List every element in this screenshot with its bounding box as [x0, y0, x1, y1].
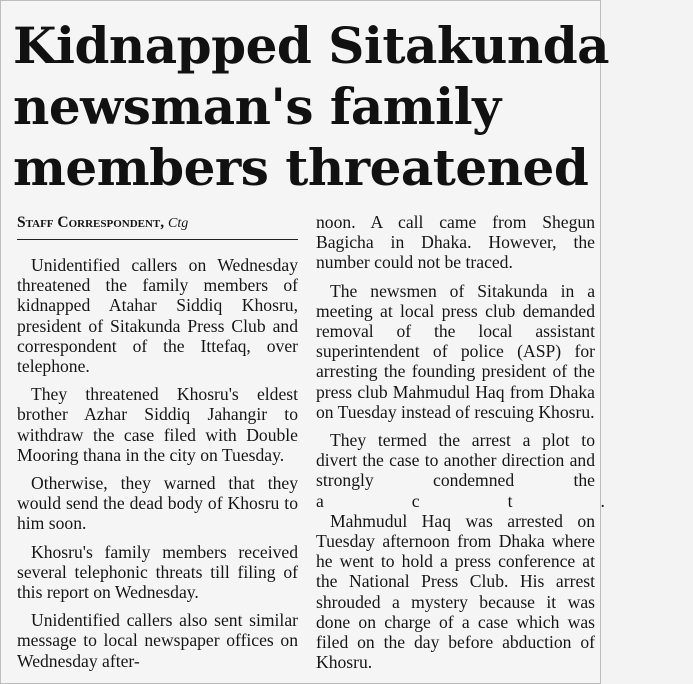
paragraph: They threatened Khosru's eldest brother Azhar Siddiq Jahangir to withdraw the case filed with Double Mooring thana in the city on Tuesday.	[17, 384, 298, 465]
paragraph-tail	[316, 490, 693, 511]
article-column-left	[17, 213, 298, 671]
paragraph: noon. A call came from Shegun Bagicha in Dhaka. However, the number could not be traced.	[316, 212, 595, 273]
paragraph: Mahmudul Haq was arrested on Tuesday afternoon from Dhaka where he went to hold a press conference at the National Press Club. His arrest shrouded a mystery because it was done on charge of a case which was filed on the day before abduction of Khosru.	[316, 510, 595, 673]
paragraph: The newsmen of Sitakunda in a meeting at local press club demanded removal of the local assistant superintendent of police (ASP) for arresting the founding president of the press club Mahmudul Haq from Dhaka on Tuesday instead of rescuing Khosru.	[316, 280, 595, 422]
article-column-right	[316, 212, 693, 673]
paragraph: They termed the arrest a plot to divert the case to another direction and strongly condemned the	[316, 430, 595, 491]
paragraph: Khosru's family members received several telephonic threats till filing of this report on Wednesday.	[17, 541, 298, 603]
paragraph: Otherwise, they warned that they would send the dead body of Khosru to him soon.	[17, 473, 298, 534]
paragraph: Unidentified callers on Wednesday threatened the family members of kidnapped Atahar Siddiq Khosru, president of Sitakunda Press Club and correspondent of the Ittefaq, over telephone.	[17, 255, 298, 377]
paragraph: Unidentified callers also sent similar message to local newspaper offices on Wednesday after-	[17, 610, 298, 671]
byline	[17, 213, 298, 240]
byline-author: Staff Correspondent,	[17, 214, 165, 231]
headline-line-3: members threatened	[13, 138, 589, 197]
paragraph-tail-text: act.	[316, 490, 693, 511]
byline-place: Ctg	[168, 216, 189, 231]
headline	[13, 15, 610, 198]
headline-line-1: Kidnapped Sitakunda	[13, 16, 610, 75]
headline-line-2: newsman's family	[13, 77, 501, 136]
